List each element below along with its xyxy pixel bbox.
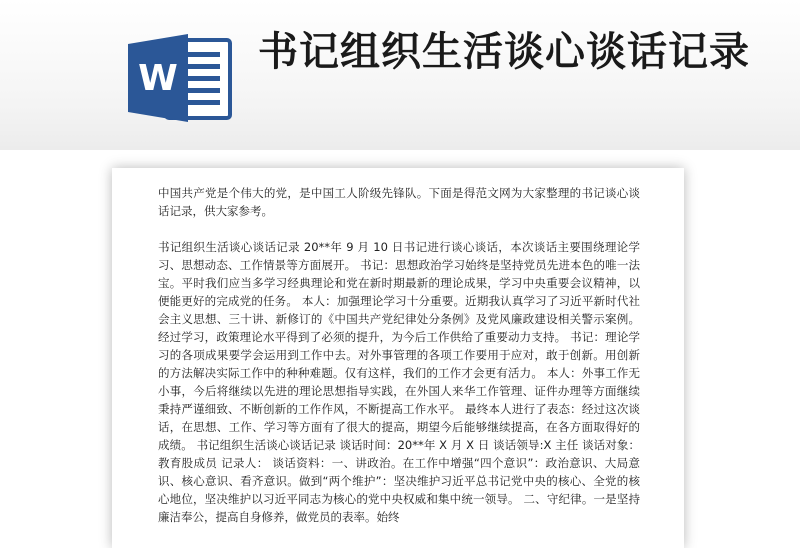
body-paragraph: 书记组织生活谈心谈话记录 20**年 9 月 10 日书记进行谈心谈话，本次谈话主要围绕理论学习、思想动态、工作情景等方面展开。 书记：思想政治学习始终是坚持党员先进本色的唯一法宝。平时我们应当多学习经典理论和党在新时期最新的理论成果，学习中央重要会议精神，以便能更好的完成党的任务。 本人：加强理论学习十分重要。近期我认真学习了习近平新时代社会主义思想、三十讲、新修订的《中国共产党纪律处分条例》及党风廉政建设相关警示案例。经过学习，政策理论水平得到了必须的提升，为今后工作供给了重要动力支持。 书记：理论学习的各项成果要学会运用到工作中去。对外事管理的各项工作要用于应对，敢于创新。用创新的方法解决实际工作中的种种难题。仅有这样，我们的工作才会更有活力。 本人：外事工作无小事，今后将继续以先进的理论思想指导实践，在外国人来华工作管理、证件办理等方面继续秉持严谨细致、不断创新的工作作风，不断提高工作水平。 最终本人进行了表态：经过这次谈话，在思想、工作、学习等方面有了很大的提高，期望今后能够继续提高，在各方面取得好的成绩。 书记组织生活谈心谈话记录 谈话时间：20**年 X 月 X 日 谈话领导:X 主任 谈话对象：教育股成员 记录人： 谈话资料：一、讲政治。在工作中增强“四个意识”：政治意识、大局意识、核心意识、看齐意识。做到“两个维护”：坚决维护习近平总书记党中央的核心、全党的核心地位，坚决维护以习近平同志为核心的党中央权威和集中统一领导。 二、守纪律。一是坚持廉洁奉公，提高自身修养，做党员的表率。始终 — [158, 240, 640, 524]
intro-paragraph: 中国共产党是个伟大的党，是中国工人阶级先锋队。下面是得范文网为大家整理的书记谈心谈话记录，供大家参考。 — [158, 186, 640, 218]
word-logo-letter: W — [138, 58, 178, 99]
document-content — [158, 184, 640, 526]
document-page — [112, 168, 684, 548]
document-title: 书记组织生活谈心谈话记录 — [258, 29, 750, 75]
word-document-icon — [128, 34, 234, 122]
